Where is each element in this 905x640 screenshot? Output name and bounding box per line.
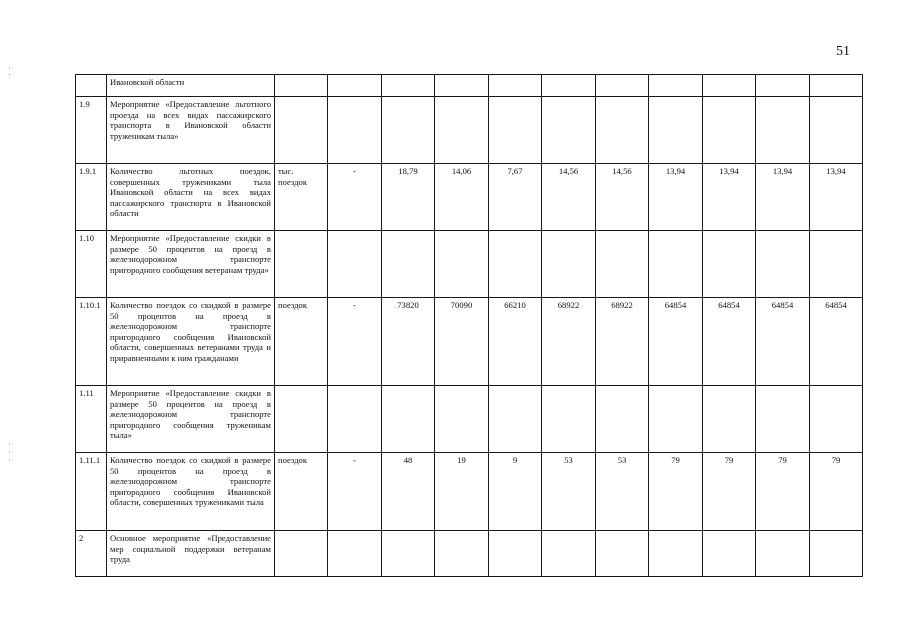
value-cell: [703, 386, 756, 453]
value-cell: 53: [542, 453, 596, 531]
value-cell: 66210: [489, 298, 542, 386]
value-cell: 48: [382, 453, 435, 531]
value-cell: [382, 97, 435, 164]
value-cell: [649, 97, 703, 164]
table-row: [76, 453, 863, 531]
indicator-name: Количество поездок со скидкой в размере 50 процентов на проезд в железнодорожном транспорте пригородного сообщения Ивановской области, совершенных ветеранами труда и приравненными к ним гражданами: [107, 298, 275, 386]
value-cell: [596, 75, 649, 97]
row-number: 1.9.1: [76, 164, 107, 231]
row-number: 1.9: [76, 97, 107, 164]
scan-speck: [9, 68, 10, 69]
value-cell: 14,06: [435, 164, 489, 231]
base-value-cell: [328, 97, 382, 164]
base-value-cell: -: [328, 298, 382, 386]
indicator-name: Количество поездок со скидкой в размере 50 процентов на проезд в железнодорожном транспорте пригородного сообщения Ивановской области, совершенных тружениками тыла: [107, 453, 275, 531]
value-cell: 79: [756, 453, 810, 531]
value-cell: [756, 531, 810, 577]
value-cell: [542, 386, 596, 453]
value-cell: 14,56: [596, 164, 649, 231]
page-number: 51: [836, 44, 850, 59]
base-value-cell: [328, 75, 382, 97]
value-cell: 13,94: [810, 164, 863, 231]
value-cell: [703, 75, 756, 97]
value-cell: 64854: [703, 298, 756, 386]
value-cell: [703, 531, 756, 577]
value-cell: [810, 75, 863, 97]
value-cell: [435, 75, 489, 97]
value-cell: 53: [596, 453, 649, 531]
value-cell: 13,94: [649, 164, 703, 231]
value-cell: [435, 231, 489, 298]
value-cell: [489, 531, 542, 577]
value-cell: [596, 231, 649, 298]
value-cell: [489, 97, 542, 164]
table-body: [76, 75, 863, 577]
unit-cell: [275, 231, 328, 298]
value-cell: [435, 97, 489, 164]
value-cell: [382, 386, 435, 453]
value-cell: [382, 531, 435, 577]
indicator-name: Мероприятие «Предоставление скидки в размере 50 процентов на проезд в железнодорожном транспорте пригородного сообщения труженикам тыла»: [107, 386, 275, 453]
table-row: [76, 164, 863, 231]
indicator-name: Количество льготных поездок, совершенных тружениками тыла Ивановской области на всех видах пассажирского транспорта в Ивановской области: [107, 164, 275, 231]
value-cell: 68922: [596, 298, 649, 386]
value-cell: [489, 386, 542, 453]
row-number: 1.11: [76, 386, 107, 453]
value-cell: 19: [435, 453, 489, 531]
value-cell: [810, 531, 863, 577]
value-cell: 79: [703, 453, 756, 531]
row-number: 1.10.1: [76, 298, 107, 386]
indicator-name: Мероприятие «Предоставление скидки в размере 50 процентов на проезд в железнодорожном транспорте пригородного сообщения ветеранам труда»: [107, 231, 275, 298]
value-cell: [703, 231, 756, 298]
value-cell: [649, 231, 703, 298]
value-cell: [649, 386, 703, 453]
value-cell: [756, 97, 810, 164]
scan-speck: [9, 74, 10, 75]
value-cell: 64854: [756, 298, 810, 386]
row-number: 1.11.1: [76, 453, 107, 531]
value-cell: [596, 531, 649, 577]
value-cell: 73820: [382, 298, 435, 386]
value-cell: 7,67: [489, 164, 542, 231]
value-cell: [489, 231, 542, 298]
value-cell: [810, 231, 863, 298]
value-cell: [810, 386, 863, 453]
value-cell: [756, 386, 810, 453]
value-cell: [489, 75, 542, 97]
row-number: [76, 75, 107, 97]
indicators-table: [75, 74, 863, 577]
table-row: [76, 531, 863, 577]
unit-cell: [275, 97, 328, 164]
value-cell: [382, 75, 435, 97]
value-cell: [596, 97, 649, 164]
value-cell: 9: [489, 453, 542, 531]
value-cell: [756, 75, 810, 97]
value-cell: [542, 231, 596, 298]
value-cell: [596, 386, 649, 453]
table-row: [76, 75, 863, 97]
indicator-name: Мероприятие «Предоставление льготного проезда на всех видах пассажирского транспорта в Ивановской области труженикам тыла»: [107, 97, 275, 164]
value-cell: [542, 75, 596, 97]
table-row: [76, 386, 863, 453]
unit-cell: [275, 386, 328, 453]
value-cell: 18,79: [382, 164, 435, 231]
unit-cell: тыс. поездок: [275, 164, 328, 231]
value-cell: [703, 97, 756, 164]
base-value-cell: -: [328, 453, 382, 531]
value-cell: [810, 97, 863, 164]
value-cell: [542, 531, 596, 577]
value-cell: [542, 97, 596, 164]
base-value-cell: -: [328, 164, 382, 231]
table-row: [76, 231, 863, 298]
unit-cell: поездок: [275, 298, 328, 386]
table-row: [76, 97, 863, 164]
row-number: 2: [76, 531, 107, 577]
scan-speck: [9, 460, 10, 461]
row-number: 1.10: [76, 231, 107, 298]
scan-speck: [9, 444, 10, 445]
value-cell: 79: [810, 453, 863, 531]
value-cell: 79: [649, 453, 703, 531]
value-cell: [435, 386, 489, 453]
unit-cell: поездок: [275, 453, 328, 531]
value-cell: 14,56: [542, 164, 596, 231]
table-row: [76, 298, 863, 386]
unit-cell: [275, 531, 328, 577]
value-cell: [435, 531, 489, 577]
value-cell: [382, 231, 435, 298]
base-value-cell: [328, 386, 382, 453]
value-cell: [649, 75, 703, 97]
value-cell: 64854: [649, 298, 703, 386]
base-value-cell: [328, 531, 382, 577]
base-value-cell: [328, 231, 382, 298]
unit-cell: [275, 75, 328, 97]
scan-speck: [9, 452, 10, 453]
indicator-name: Основное мероприятие «Предоставление мер социальной поддержки ветеранам труда: [107, 531, 275, 577]
value-cell: 64854: [810, 298, 863, 386]
value-cell: [649, 531, 703, 577]
value-cell: 68922: [542, 298, 596, 386]
value-cell: [756, 231, 810, 298]
indicator-name: Ивановской области: [107, 75, 275, 97]
value-cell: 70090: [435, 298, 489, 386]
value-cell: 13,94: [703, 164, 756, 231]
value-cell: 13,94: [756, 164, 810, 231]
